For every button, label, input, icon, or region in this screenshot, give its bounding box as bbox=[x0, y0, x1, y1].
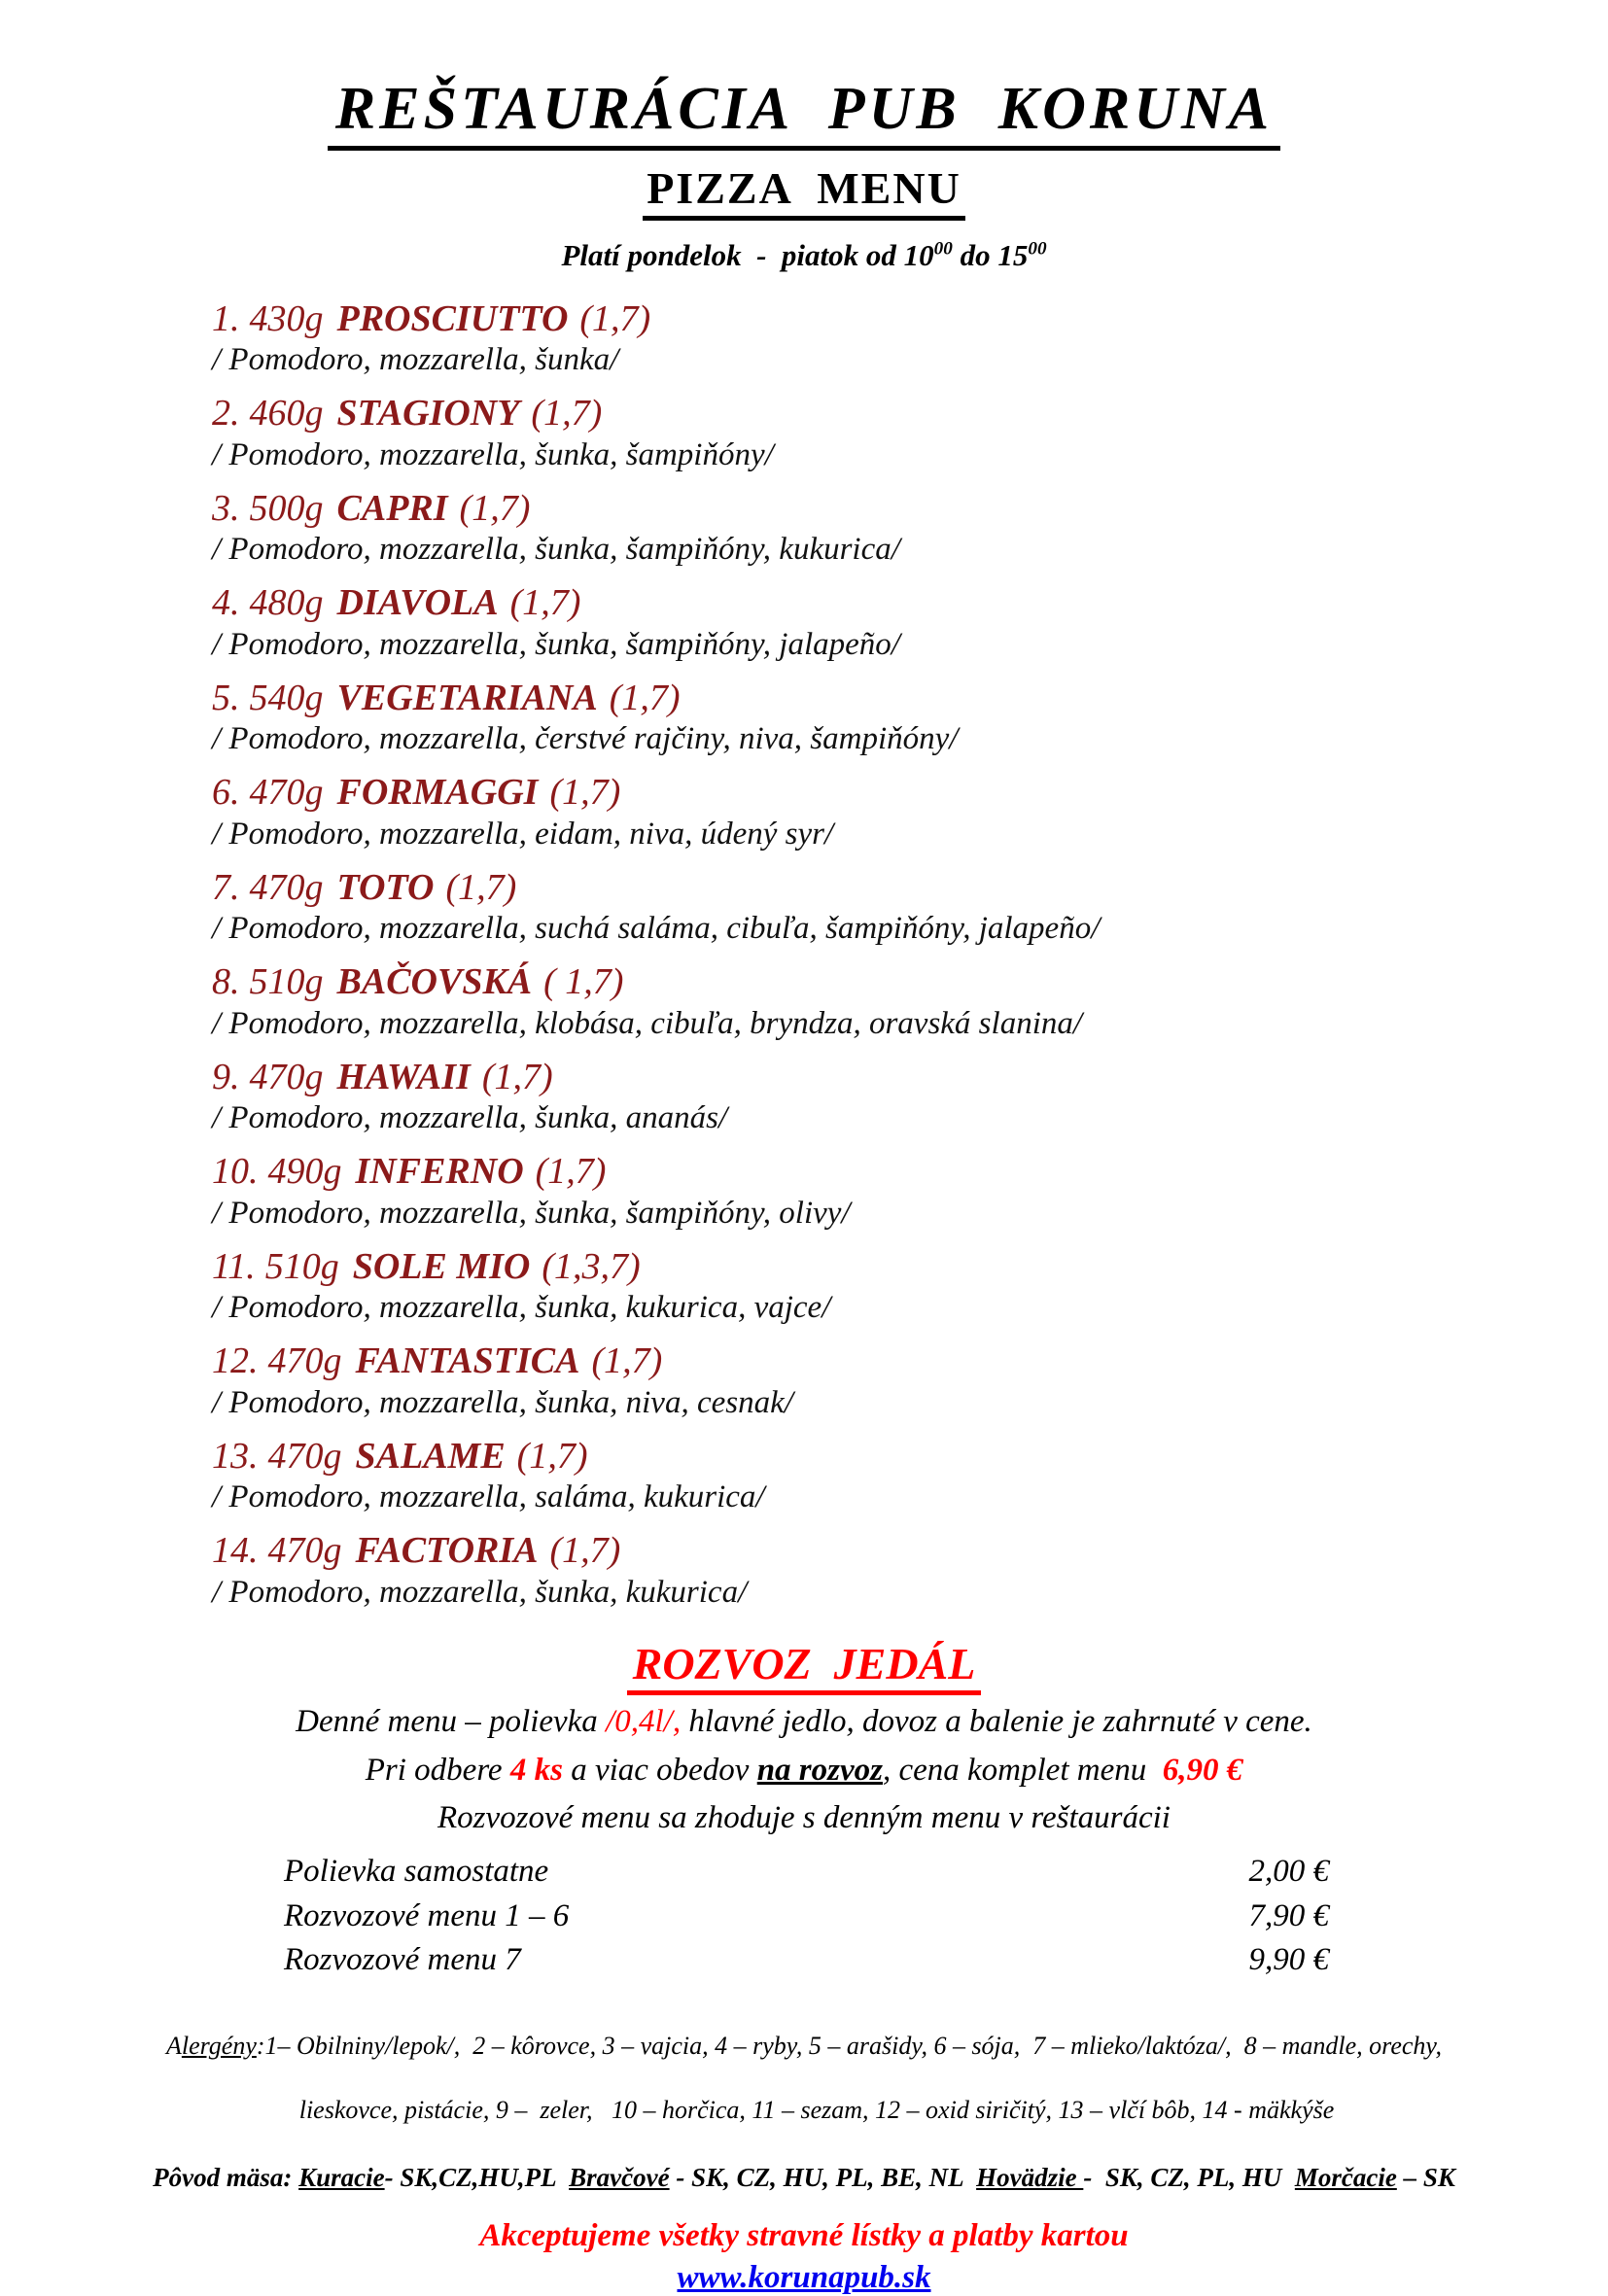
pizza-weight: 480g bbox=[249, 582, 324, 624]
menu-complete-price: 6,90 € bbox=[1162, 1752, 1243, 1788]
pizza-number: 8. bbox=[212, 961, 240, 1003]
header bbox=[0, 76, 1608, 273]
pizza-title-line bbox=[212, 772, 1608, 814]
pizza-weight: 540g bbox=[249, 677, 324, 718]
price-row bbox=[284, 1850, 1329, 1895]
pizza-item bbox=[212, 488, 1608, 569]
pizza-weight: 470g bbox=[249, 772, 324, 814]
pizza-ingredients: / Pomodoro, mozzarella, suchá saláma, cibuľa, šampiňóny, jalapeño/ bbox=[212, 911, 1101, 947]
price-row-label: Rozvozové menu 7 bbox=[284, 1942, 521, 1978]
pizza-name: PROSCIUTTO bbox=[336, 297, 569, 339]
pizza-allergen-codes: (1,7) bbox=[445, 866, 517, 908]
pizza-title-line bbox=[212, 1340, 1608, 1382]
pizza-title-line bbox=[212, 1436, 1608, 1478]
pizza-name: STAGIONY bbox=[336, 393, 520, 435]
pizza-number: 5. bbox=[212, 677, 240, 718]
pizza-title-line bbox=[212, 961, 1608, 1003]
pizza-number: 9. bbox=[212, 1056, 240, 1097]
delivery-line1-post: hlavné jedlo, dovoz a balenie je zahrnuté v cene. bbox=[681, 1704, 1312, 1740]
delivery-section bbox=[0, 1640, 1608, 1983]
pizza-number: 13. bbox=[212, 1435, 259, 1477]
pizza-item bbox=[212, 582, 1608, 663]
price-row-value: 2,00 € bbox=[1248, 1854, 1329, 1890]
pizza-name: FACTORIA bbox=[355, 1530, 539, 1572]
price-row-label: Rozvozové menu 1 – 6 bbox=[284, 1897, 570, 1933]
payment-note: Akceptujeme všetky stravné lístky a platby kartou bbox=[479, 2217, 1129, 2253]
delivery-title: ROZVOZ JEDÁL bbox=[627, 1640, 982, 1696]
pizza-name: VEGETARIANA bbox=[336, 677, 598, 718]
pizza-ingredients: / Pomodoro, mozzarella, saláma, kukurica/ bbox=[212, 1479, 765, 1515]
pizza-item bbox=[212, 772, 1608, 852]
pizza-weight: 460g bbox=[249, 393, 324, 435]
footer bbox=[0, 2218, 1608, 2296]
pizza-allergen-codes: (1,7) bbox=[591, 1340, 663, 1382]
pizza-title-line bbox=[212, 1151, 1608, 1193]
pizza-item bbox=[212, 961, 1608, 1042]
delivery-price-table bbox=[284, 1850, 1329, 1983]
price-row bbox=[284, 1938, 1329, 1983]
pizza-ingredients: / Pomodoro, mozzarella, čerstvé rajčiny, niva, šampiňóny/ bbox=[212, 721, 959, 757]
pizza-item bbox=[212, 1246, 1608, 1327]
allergen-line-2: lieskovce, pistácie, 9 – zeler, 10 – horčica, 11 – sezam, 12 – oxid siričitý, 13 – vlčí bôb, 14 - mäkkýše bbox=[298, 2096, 1335, 2125]
origin-label: Pôvod mäsa: bbox=[153, 2162, 299, 2192]
pizza-title-line bbox=[212, 298, 1608, 340]
delivery-line2-mid2: , cena komplet menu bbox=[882, 1752, 1163, 1788]
pizza-name: BAČOVSKÁ bbox=[336, 961, 533, 1003]
pizza-name: FORMAGGI bbox=[336, 772, 539, 814]
pizza-allergen-codes: (1,7) bbox=[509, 582, 581, 624]
pizza-title-line bbox=[212, 678, 1608, 719]
pizza-weight: 510g bbox=[249, 961, 324, 1003]
validity-sup-open: 00 bbox=[933, 238, 953, 260]
pizza-title-line bbox=[212, 1246, 1608, 1288]
pizza-weight: 510g bbox=[264, 1245, 339, 1287]
pizza-weight: 470g bbox=[267, 1340, 342, 1382]
validity-note bbox=[0, 238, 1608, 273]
pizza-weight: 500g bbox=[249, 487, 324, 529]
pizza-ingredients: / Pomodoro, mozzarella, klobása, cibuľa, bryndza, oravská slanina/ bbox=[212, 1005, 1083, 1041]
pizza-item bbox=[212, 867, 1608, 948]
validity-mid: do 15 bbox=[952, 237, 1029, 272]
pizza-ingredients: / Pomodoro, mozzarella, šunka, ananás/ bbox=[212, 1100, 728, 1136]
allergen-legend bbox=[0, 2030, 1608, 2159]
pizza-allergen-codes: (1,7) bbox=[579, 297, 651, 339]
price-row bbox=[284, 1895, 1329, 1939]
pizza-allergen-codes: (1,7) bbox=[459, 487, 531, 529]
pizza-number: 12. bbox=[212, 1340, 259, 1382]
pizza-ingredients: / Pomodoro, mozzarella, šunka, šampiňóny, jalapeño/ bbox=[212, 626, 900, 662]
delivery-line-1 bbox=[0, 1701, 1608, 1744]
pizza-ingredients: / Pomodoro, mozzarella, eidam, niva, údený syr/ bbox=[212, 816, 834, 852]
origin-chicken-countries: - SK,CZ,HU,PL bbox=[384, 2162, 570, 2192]
pizza-number: 14. bbox=[212, 1530, 259, 1572]
pizza-list bbox=[212, 298, 1608, 1611]
origin-turkey-label: Morčacie bbox=[1294, 2162, 1397, 2192]
delivery-line1-pre: Denné menu – polievka bbox=[296, 1704, 607, 1740]
origin-turkey-countries: – SK bbox=[1396, 2162, 1455, 2192]
pizza-name: INFERNO bbox=[355, 1151, 524, 1193]
pizza-allergen-codes: (1,7) bbox=[549, 772, 621, 814]
pizza-ingredients: / Pomodoro, mozzarella, šunka, šampiňóny, olivy/ bbox=[212, 1195, 851, 1231]
pizza-name: SALAME bbox=[355, 1435, 506, 1477]
pizza-item bbox=[212, 1530, 1608, 1611]
pizza-weight: 470g bbox=[267, 1530, 342, 1572]
origin-pork-countries: - SK, CZ, HU, PL, BE, NL bbox=[669, 2162, 977, 2192]
website-link[interactable]: www.korunapub.sk bbox=[677, 2259, 931, 2295]
pizza-allergen-codes: (1,7) bbox=[535, 1151, 607, 1193]
pizza-title-line bbox=[212, 393, 1608, 435]
pizza-item bbox=[212, 393, 1608, 473]
pizza-name: HAWAII bbox=[336, 1056, 471, 1097]
pizza-number: 4. bbox=[212, 582, 240, 624]
delivery-line2-pre: Pri odbere bbox=[365, 1752, 510, 1788]
pizza-number: 2. bbox=[212, 393, 240, 435]
pizza-number: 10. bbox=[212, 1151, 259, 1193]
pizza-title-line bbox=[212, 1057, 1608, 1098]
delivery-line-3: Rozvozové menu sa zhoduje s denným menu v reštaurácii bbox=[437, 1800, 1171, 1836]
pizza-number: 3. bbox=[212, 487, 240, 529]
pizza-ingredients: / Pomodoro, mozzarella, šunka, kukurica/ bbox=[212, 1574, 748, 1610]
pizza-ingredients: / Pomodoro, mozzarella, šunka, kukurica, vajce/ bbox=[212, 1290, 831, 1326]
pizza-weight: 430g bbox=[249, 297, 324, 339]
pizza-allergen-codes: (1,3,7) bbox=[542, 1245, 641, 1287]
pizza-number: 1. bbox=[212, 297, 240, 339]
pizza-title-line bbox=[212, 1530, 1608, 1572]
validity-pre: Platí pondelok - piatok od 10 bbox=[561, 237, 934, 272]
pizza-name: FANTASTICA bbox=[355, 1340, 580, 1382]
pizza-ingredients: / Pomodoro, mozzarella, šunka, šampiňóny, kukurica/ bbox=[212, 532, 900, 568]
origin-beef-countries: - SK, CZ, PL, HU bbox=[1083, 2162, 1295, 2192]
pizza-weight: 490g bbox=[267, 1151, 342, 1193]
restaurant-title: REŠTAURÁCIA PUB KORUNA bbox=[328, 76, 1280, 151]
pizza-number: 6. bbox=[212, 772, 240, 814]
delivery-line2-mid1: a viac obedov bbox=[562, 1752, 757, 1788]
pizza-name: TOTO bbox=[336, 866, 435, 908]
pizza-name: CAPRI bbox=[336, 487, 448, 529]
soup-volume: /0,4l/, bbox=[606, 1704, 682, 1740]
validity-sup-close: 00 bbox=[1028, 238, 1047, 260]
pizza-item bbox=[212, 1436, 1608, 1516]
price-row-value: 9,90 € bbox=[1248, 1942, 1329, 1978]
pizza-ingredients: / Pomodoro, mozzarella, šunka, šampiňóny/ bbox=[212, 436, 774, 472]
allergen-line-1: 1– Obilniny/lepok/, 2 – kôrovce, 3 – vajcia, 4 – ryby, 5 – arašidy, 6 – sója, 7 – mlieko/laktóza/, 8 – mandle, orechy, bbox=[264, 2031, 1443, 2060]
meat-origin-line bbox=[0, 2163, 1608, 2193]
pizza-allergen-codes: (1,7) bbox=[481, 1056, 553, 1097]
pizza-weight: 470g bbox=[249, 1056, 324, 1097]
price-row-label: Polievka samostatne bbox=[284, 1854, 549, 1890]
pizza-item bbox=[212, 298, 1608, 379]
origin-beef-label: Hovädzie bbox=[976, 2162, 1084, 2192]
pizza-item bbox=[212, 1340, 1608, 1421]
pizza-title-line bbox=[212, 582, 1608, 624]
pizza-item bbox=[212, 1057, 1608, 1137]
pizza-name: DIAVOLA bbox=[336, 582, 499, 624]
origin-chicken-label: Kuracie bbox=[298, 2162, 385, 2192]
pizza-item bbox=[212, 1151, 1608, 1232]
pizza-allergen-codes: (1,7) bbox=[516, 1435, 588, 1477]
pizza-number: 11. bbox=[212, 1245, 256, 1287]
pizza-ingredients: / Pomodoro, mozzarella, šunka/ bbox=[212, 342, 619, 378]
allergen-label: Alergény: bbox=[165, 2031, 265, 2060]
delivery-line-2 bbox=[0, 1750, 1608, 1792]
pizza-allergen-codes: ( 1,7) bbox=[543, 961, 624, 1003]
na-rozvoz-emphasis: na rozvoz bbox=[756, 1752, 883, 1788]
pizza-weight: 470g bbox=[249, 866, 324, 908]
pizza-number: 7. bbox=[212, 866, 240, 908]
origin-pork-label: Bravčové bbox=[569, 2162, 670, 2192]
pizza-item bbox=[212, 678, 1608, 758]
price-row-value: 7,90 € bbox=[1248, 1897, 1329, 1933]
min-quantity: 4 ks bbox=[509, 1752, 563, 1788]
pizza-allergen-codes: (1,7) bbox=[609, 677, 681, 718]
pizza-menu-heading: PIZZA MENU bbox=[643, 164, 965, 221]
pizza-title-line bbox=[212, 488, 1608, 530]
pizza-ingredients: / Pomodoro, mozzarella, šunka, niva, cesnak/ bbox=[212, 1384, 793, 1420]
pizza-name: SOLE MIO bbox=[352, 1245, 531, 1287]
pizza-title-line bbox=[212, 867, 1608, 909]
pizza-allergen-codes: (1,7) bbox=[531, 393, 603, 435]
pizza-weight: 470g bbox=[267, 1435, 342, 1477]
pizza-allergen-codes: (1,7) bbox=[549, 1530, 621, 1572]
